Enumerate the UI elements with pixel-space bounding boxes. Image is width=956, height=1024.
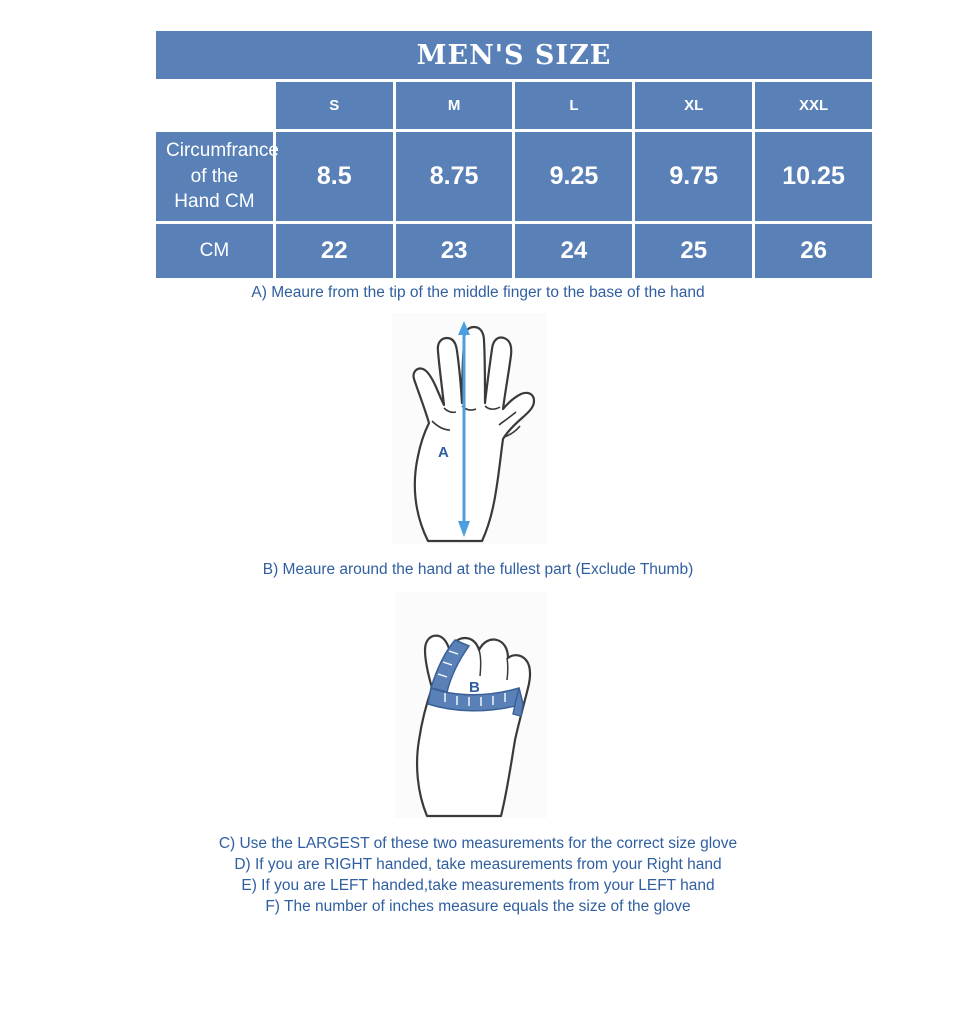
row-label-circumference: Circumfrance of the Hand CM xyxy=(156,132,273,221)
fist-with-tape-icon xyxy=(395,592,547,818)
size-table xyxy=(153,28,875,281)
cell-cm-m: 23 xyxy=(396,224,513,278)
cell-circumference-s: 8.5 xyxy=(276,132,393,221)
row-label-cm: CM xyxy=(156,224,273,278)
cell-cm-l: 24 xyxy=(515,224,632,278)
page-title: MEN'S SIZE xyxy=(156,31,872,79)
cell-circumference-l: 9.25 xyxy=(515,132,632,221)
cell-cm-xl: 25 xyxy=(635,224,752,278)
note-f: F) The number of inches measure equals the size of the glove xyxy=(265,898,691,915)
cell-circumference-m: 8.75 xyxy=(396,132,513,221)
caption-measure-b: B) Meaure around the hand at the fullest part (Exclude Thumb) xyxy=(262,561,694,578)
note-e: E) If you are LEFT handed,take measurements from your LEFT hand xyxy=(241,877,715,894)
open-hand-icon xyxy=(392,313,547,544)
column-header-m: M xyxy=(396,82,513,129)
cell-cm-s: 22 xyxy=(276,224,393,278)
hand-circumference-illustration xyxy=(395,592,547,818)
note-d: D) If you are RIGHT handed, take measurements from your Right hand xyxy=(234,856,722,873)
cell-cm-xxl: 26 xyxy=(755,224,872,278)
column-header-xl: XL xyxy=(635,82,752,129)
column-header-s: S xyxy=(276,82,393,129)
caption-measure-a: A) Meaure from the tip of the middle finger to the base of the hand xyxy=(251,284,705,301)
note-c: C) Use the LARGEST of these two measurements for the correct size glove xyxy=(218,835,738,852)
header-corner-cell xyxy=(156,82,273,129)
table-title-row xyxy=(156,31,872,79)
diagram-label-a: A xyxy=(438,444,449,461)
hand-length-illustration xyxy=(392,313,547,544)
column-header-l: L xyxy=(515,82,632,129)
cell-circumference-xxl: 10.25 xyxy=(755,132,872,221)
table-row xyxy=(156,132,872,221)
diagram-label-b: B xyxy=(469,679,480,696)
column-header-xxl: XXL xyxy=(755,82,872,129)
cell-circumference-xl: 9.75 xyxy=(635,132,752,221)
instruction-notes xyxy=(0,833,956,917)
table-header-row xyxy=(156,82,872,129)
size-table-container xyxy=(153,28,875,281)
table-row xyxy=(156,224,872,278)
